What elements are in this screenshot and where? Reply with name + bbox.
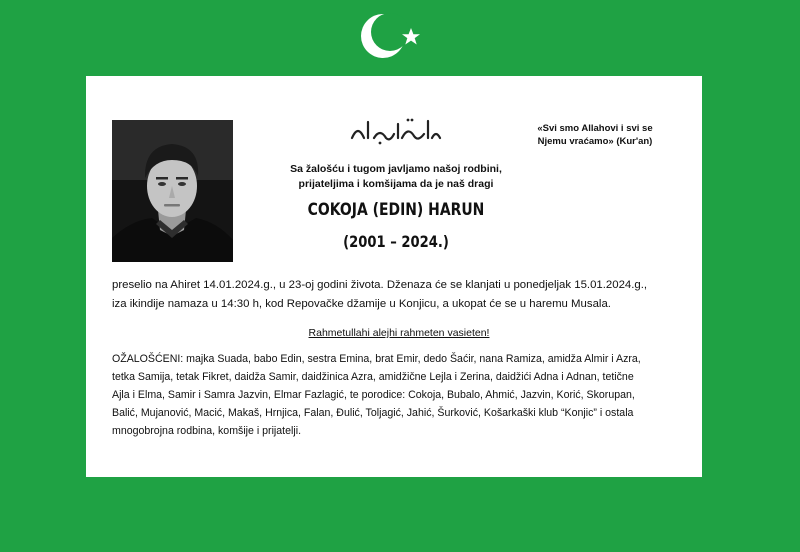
mourners-line-4: Balić, Mujanović, Macić, Makaš, Hrnjica, Falan, Đulić, Toljagić, Jahić, Šurković, Košarkaški klub “Konjic” i ostala <box>112 407 634 419</box>
arabic-calligraphy <box>344 116 444 146</box>
announcement-line-1: preselio na Ahiret 14.01.2024.g., u 23-oj godini života. Dženaza će se klanjati u ponedjeljak 15.01.2024.g., <box>112 279 648 291</box>
deceased-years: (2001 – 2024.) <box>343 232 449 251</box>
obituary-card <box>86 76 702 477</box>
rahmet-prayer: Rahmetullahi alejhi rahmeten vasieten! <box>308 327 490 339</box>
crescent-star-icon <box>357 10 427 66</box>
intro-line-2: prijateljima i komšijama da je naš dragi <box>298 178 494 190</box>
intro-line-1: Sa žalošću i tugom javljamo našoj rodbini, <box>290 163 502 175</box>
announcement-line-2: iza ikindije namaza u 14:30 h, kod Repovačke džamije u Konjicu, a ukopat će se u haremu Musala. <box>112 298 611 310</box>
calligraphy-image <box>344 116 444 146</box>
mourners-line-2: tetka Samija, tetak Fikret, daidža Samir, daidžinica Azra, amidžične Lejla i Zerina, daidžići Adna i Adnan, tetične <box>112 371 634 383</box>
mourners-list <box>112 350 684 440</box>
portrait-photo <box>112 120 233 262</box>
announcement-text <box>112 276 686 314</box>
deceased-name: COKOJA (EDIN) HARUN <box>307 200 485 220</box>
quran-quote <box>530 122 660 148</box>
mourners-line-3: Ajla i Elma, Samir i Samra Jazvin, Elmar Fazlagić, te porodice: Cokoja, Bubalo, Ahmić, Jazvin, Korić, Skorupan, <box>112 389 635 401</box>
intro-text <box>246 162 546 192</box>
mourners-line-1: OŽALOŠĆENI: majka Suada, babo Edin, sestra Emina, brat Emir, dedo Šaćir, nana Ramiza, amidža Almir i Azra, <box>112 353 641 365</box>
quote-line-1: «Svi smo Allahovi i svi se <box>537 123 653 134</box>
mourners-line-5: mnogobrojna rodbina, komšije i prijatelji. <box>112 425 302 437</box>
quote-line-2: Njemu vraćamo» (Kur'an) <box>537 136 653 147</box>
